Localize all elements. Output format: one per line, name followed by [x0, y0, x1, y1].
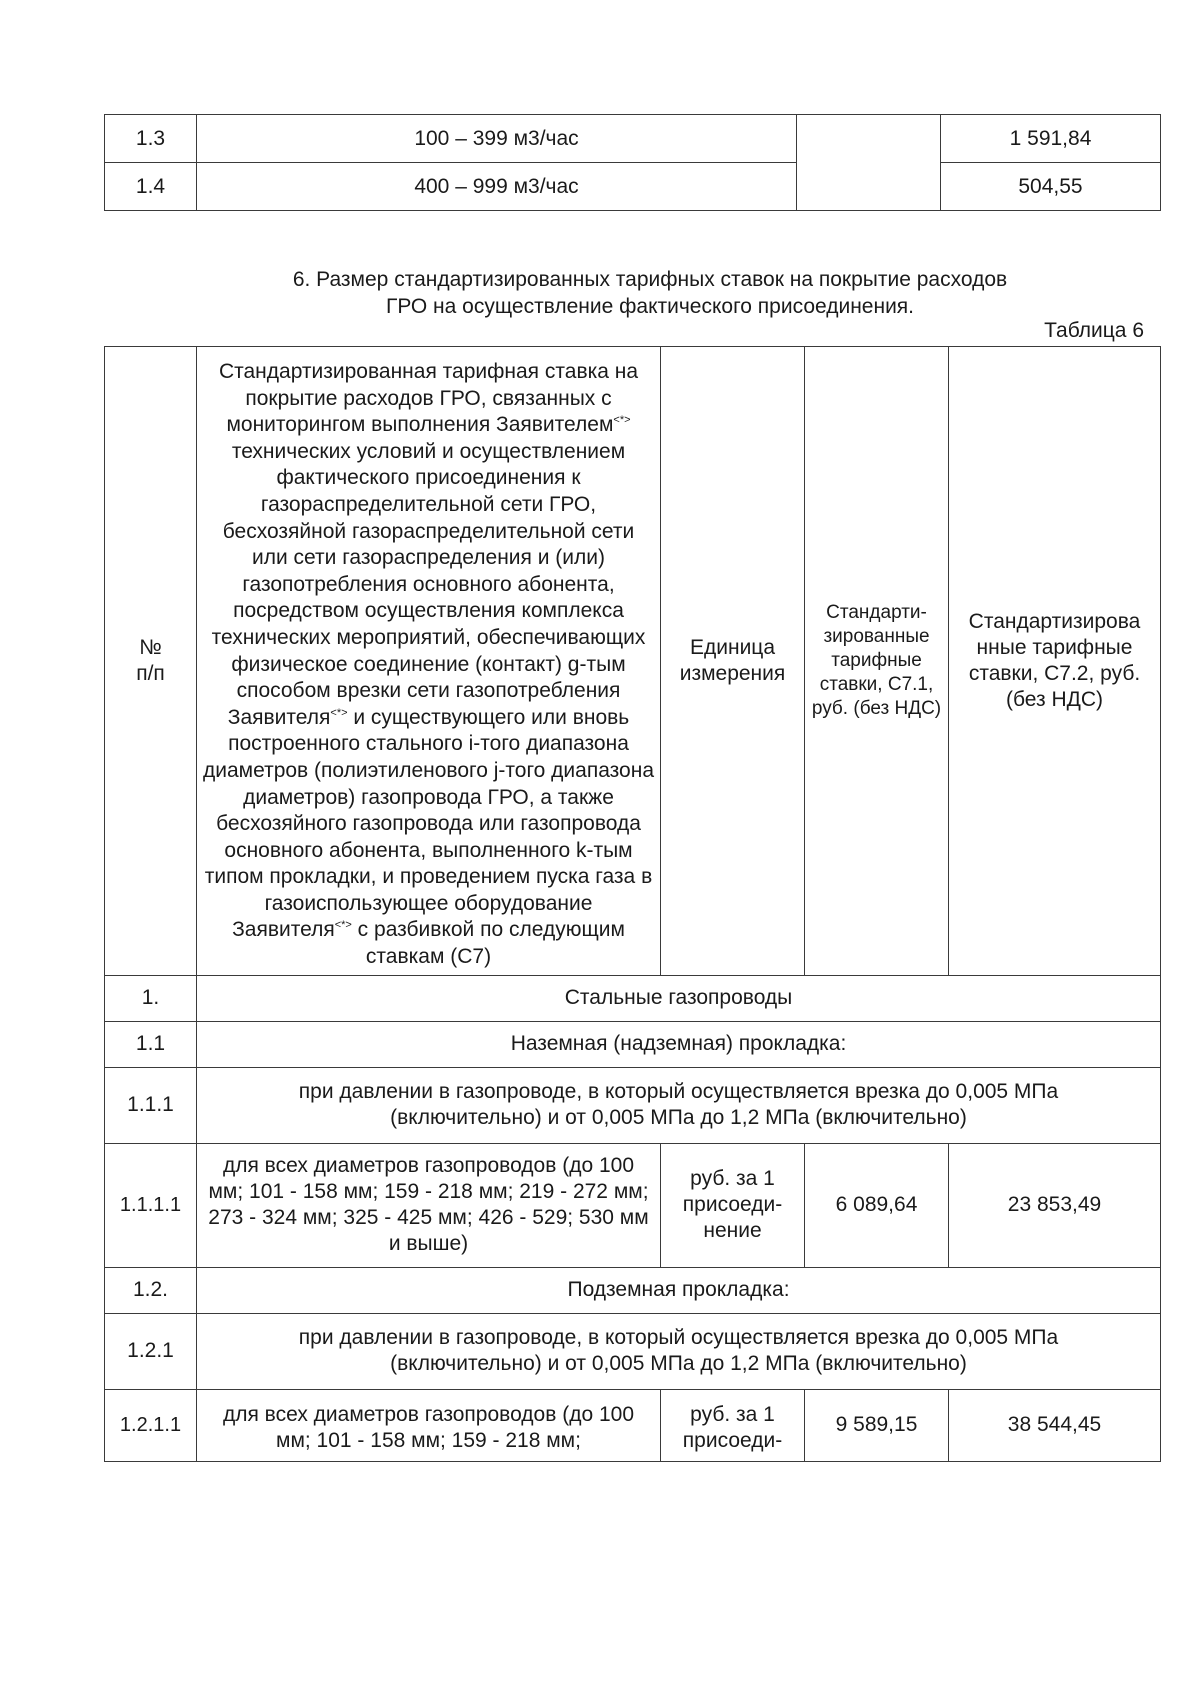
top-table	[104, 114, 1161, 211]
table-row	[105, 1143, 1161, 1267]
row-c71-value: 6 089,64	[805, 1143, 949, 1267]
row-number: 1.2.	[105, 1267, 197, 1313]
row-description: для всех диаметров газопроводов (до 100 мм; 101 - 158 мм; 159 - 218 мм; 219 - 272 мм; 273 - 324 мм; 325 - 425 мм; 426 - 529; 530 мм и выше)	[197, 1143, 661, 1267]
table-row	[105, 1313, 1161, 1389]
empty-cell	[797, 115, 941, 211]
flow-range: 400 – 999 м3/час	[197, 163, 797, 211]
header-unit: Единица измерения	[661, 347, 805, 976]
table-row	[105, 975, 1161, 1021]
section-heading-line1: 6. Размер стандартизированных тарифных ставок на покрытие расходов	[292, 268, 1008, 291]
tariff-table	[104, 346, 1161, 1462]
row-number: 1.2.1	[105, 1313, 197, 1389]
row-unit: руб. за 1 присоеди-нение	[661, 1143, 805, 1267]
table-row	[105, 163, 1161, 211]
row-c72-value: 38 544,45	[949, 1389, 1161, 1461]
table-row	[105, 1267, 1161, 1313]
header-description	[197, 347, 661, 976]
table-row	[105, 1389, 1161, 1461]
section-title: Подземная прокладка:	[197, 1267, 1161, 1313]
section-heading-line2: ГРО на осуществление фактического присоединения.	[385, 295, 915, 318]
header-description-part1: Стандартизированная тарифная ставка на покрытие расходов ГРО, связанных с мониторингом выполнения Заявителем	[218, 360, 639, 437]
section-title: Наземная (надземная) прокладка:	[197, 1021, 1161, 1067]
row-number: 1.	[105, 975, 197, 1021]
section-heading	[220, 266, 1080, 320]
section-title: Стальные газопроводы	[197, 975, 1161, 1021]
footnote-mark: <*>	[330, 706, 348, 719]
table-caption: Таблица 6	[1044, 319, 1144, 342]
footnote-mark: <*>	[334, 919, 352, 932]
table-row	[105, 115, 1161, 163]
row-c72-value: 23 853,49	[949, 1143, 1161, 1267]
rate-value: 504,55	[941, 163, 1161, 211]
row-number: 1.3	[105, 115, 197, 163]
footnote-mark: <*>	[613, 414, 631, 427]
row-number: 1.4	[105, 163, 197, 211]
section-title: при давлении в газопроводе, в который осуществляется врезка до 0,005 МПа (включительно) и от 0,005 МПа до 1,2 МПа (включительно)	[197, 1067, 1161, 1143]
table-header-row	[105, 347, 1161, 976]
row-number: 1.1	[105, 1021, 197, 1067]
header-num: № п/п	[105, 347, 197, 976]
rate-value: 1 591,84	[941, 115, 1161, 163]
row-c71-value: 9 589,15	[805, 1389, 949, 1461]
row-unit: руб. за 1 присоеди-	[661, 1389, 805, 1461]
row-description: для всех диаметров газопроводов (до 100 мм; 101 - 158 мм; 159 - 218 мм;	[197, 1389, 661, 1461]
header-c71: Стандарти-зированные тарифные ставки, С7.1, руб. (без НДС)	[805, 347, 949, 976]
header-description-part2: технических условий и осуществлением фактического присоединения к газораспределительной сети ГРО, бесхозяйной газораспределительной сети или сети газораспределения и (или) газопотребления основного абонента, посредством осуществления комплекса технических мероприятий, обеспечивающих физическое соединение (контакт) g-тым способом врезки сети газопотребления Заявителя	[211, 439, 646, 729]
header-c72: Стандартизирова нные тарифные ставки, С7.2, руб. (без НДС)	[949, 347, 1161, 976]
table-row	[105, 1067, 1161, 1143]
row-number: 1.1.1.1	[105, 1143, 197, 1267]
row-number: 1.1.1	[105, 1067, 197, 1143]
table-row	[105, 1021, 1161, 1067]
header-description-part3: и существующего или вновь построенного стального i-того диапазона диаметров (полиэтиленового j-того диапазона диаметров) газопровода ГРО, а также бесхозяйного газопровода или газопровода основного абонента, выполненного k-тым типом прокладки, и проведением пуска газа в газоиспользующее оборудование Заявителя	[203, 705, 654, 942]
section-title: при давлении в газопроводе, в который осуществляется врезка до 0,005 МПа (включительно) и от 0,005 МПа до 1,2 МПа (включительно)	[197, 1313, 1161, 1389]
row-number: 1.2.1.1	[105, 1389, 197, 1461]
flow-range: 100 – 399 м3/час	[197, 115, 797, 163]
header-description-part4: с разбивкой по следующим ставкам (С7)	[351, 918, 625, 969]
